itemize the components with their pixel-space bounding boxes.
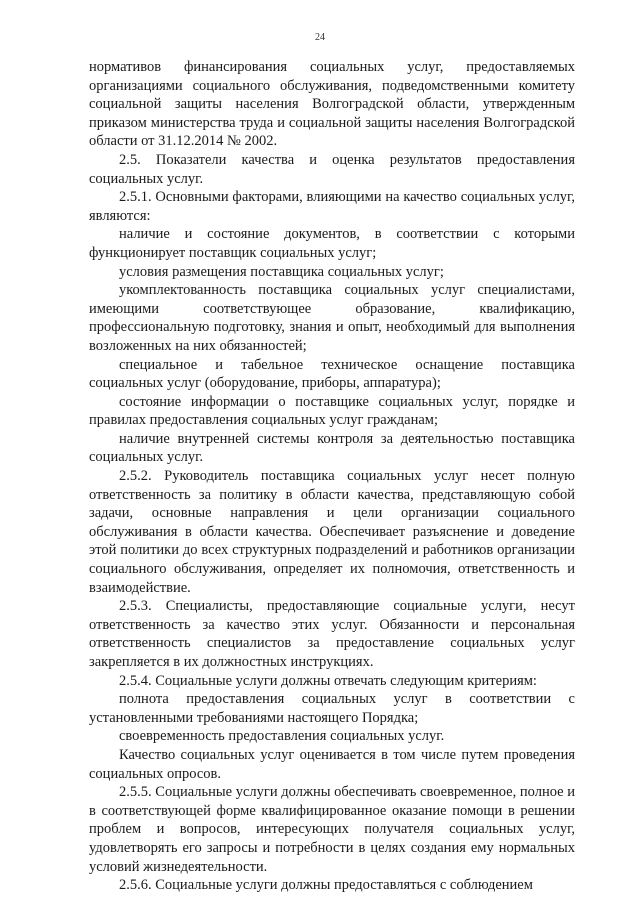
paragraph: 2.5.6. Социальные услуги должны предоставляться с соблюдением <box>119 877 533 894</box>
paragraph: 2.5.2. Руководитель поставщика социальных услуг несет полную ответственность за политику в области качества, представляющую собой задачи, основные направления и цели организации социального обслуживания в области качества. Обеспечивает разъяснение и доведение этой политики до всех структурных подразделений и работников организации социального обслуживания, определяет их полномочия, ответственность и взаимодействие. <box>89 468 575 596</box>
paragraph: 2.5.4. Социальные услуги должны отвечать следующим критериям: <box>119 672 537 689</box>
paragraph: наличие и состояние документов, в соответствии с которыми функционирует поставщик социальных услуг; <box>89 226 575 261</box>
paragraph: наличие внутренней системы контроля за деятельностью поставщика социальных услуг. <box>89 430 575 466</box>
paragraph: полнота предоставления социальных услуг в соответствии с установленными требованиями настоящего Порядка; <box>89 691 575 726</box>
paragraph: условия размещения поставщика социальных услуг; <box>119 263 444 280</box>
document-body <box>89 58 575 895</box>
paragraph: 2.5.5. Социальные услуги должны обеспечивать своевременное, полное и в соответствующей форме квалифицированное оказание помощи в решении проблем и вопросов, интересующих получателя социальных услуг, удовлетворять его запросы и потребности в целях создания ему нормальных условий жизнедеятельности. <box>89 784 575 875</box>
paragraph: нормативов финансирования социальных услуг, предоставляемых организациями социального обслуживания, подведомственными комитету социальной защиты населения Волгоградской области, утвержденным приказом министерства труда и социальной защиты населения Волгоградской области от 31.12.2014 № 2002. <box>89 59 575 150</box>
paragraph: укомплектованность поставщика социальных услуг специалистами, имеющими соответствующее образование, квалификацию, профессиональную подготовку, знания и опыт, необходимый для выполнения возложенных на них обязанностей; <box>89 282 575 354</box>
paragraph: 2.5. Показатели качества и оценка результатов предоставления социальных услуг. <box>89 151 575 187</box>
paragraph: специальное и табельное техническое оснащение поставщика социальных услуг (оборудование, приборы, аппаратура); <box>89 356 575 392</box>
paragraph: Качество социальных услуг оценивается в том числе путем проведения социальных опросов. <box>89 746 575 782</box>
paragraph: 2.5.1. Основными факторами, влияющими на качество социальных услуг, являются: <box>89 189 575 224</box>
page-number: 24 <box>315 32 325 43</box>
paragraph: 2.5.3. Специалисты, предоставляющие социальные услуги, несут ответственность за качество этих услуг. Обязанности и персональная ответственность специалистов за предоставление социальных услуг закрепляется в их должностных инструкциях. <box>89 598 575 670</box>
paragraph: состояние информации о поставщике социальных услуг, порядке и правилах предоставления социальных услуг гражданам; <box>89 393 575 429</box>
paragraph: своевременность предоставления социальных услуг. <box>119 728 445 745</box>
